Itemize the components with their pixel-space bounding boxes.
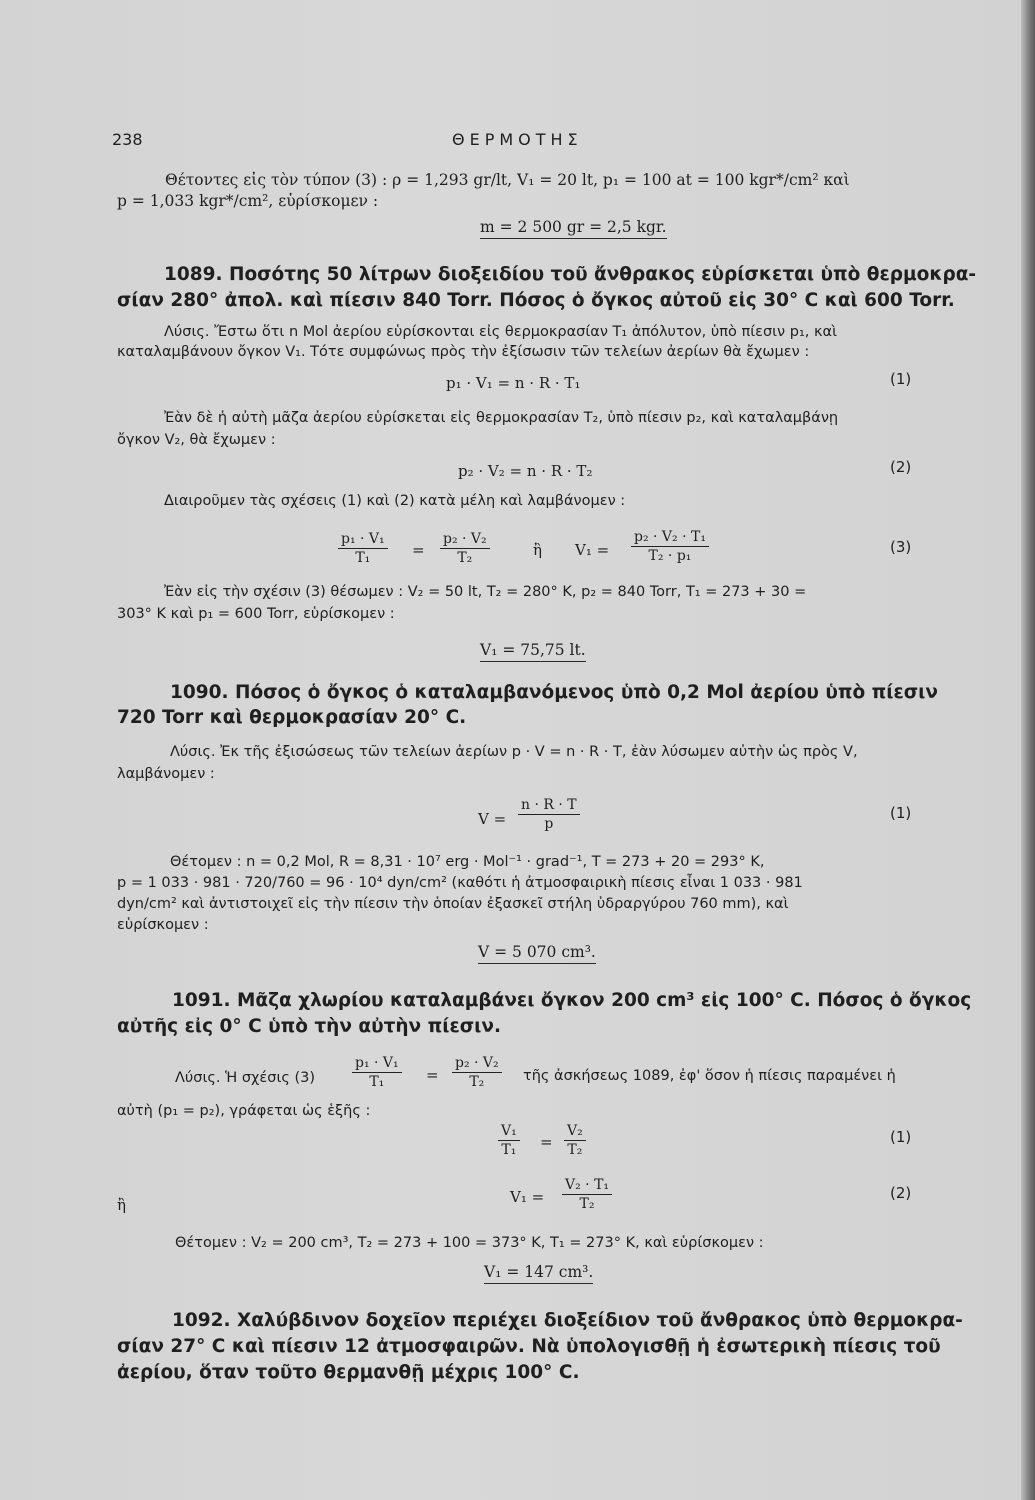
fraction-v1-solution: $\frac{\text{p₂ · V₂ · T₁}}{\text{T₂ · p₁}}$: [631, 528, 709, 565]
fraction-p2v2-t2-b: $\frac{\text{p₂ · V₂}}{\text{T₂}}$: [452, 1054, 502, 1091]
problem-1090-solution-6: εὑρίσκομεν :: [117, 917, 209, 933]
problem-1090-title-1: 1090. Πόσος ὁ ὄγκος ὁ καταλαμβανόμενος ὑπὸ 0,2 Mol ἀερίου ὑπὸ πίεσιν: [170, 682, 938, 703]
equals-sign-2: =: [426, 1066, 439, 1084]
problem-1092-title-1: 1092. Χαλύβδινον δοχεῖον περιέχει διοξείδιον τοῦ ἄνθρακος ὑπὸ θερμοκρα-: [172, 1310, 963, 1331]
equation-1089-1: p₁ · V₁ = n · R · T₁: [446, 374, 581, 392]
problem-1090-solution-4: p = 1 033 · 981 · 720/760 = 96 · 10⁴ dyn/cm² (καθότι ἡ ἀτμοσφαιρικὴ πίεσις εἶναι 1 033 · 981: [117, 875, 803, 891]
intro-result: m = 2 500 gr = 2,5 kgr.: [480, 218, 667, 239]
problem-1092-title-2: σίαν 27° C καὶ πίεσιν 12 ἀτμοσφαιρῶν. Νὰ ὑπολογισθῇ ἡ ἐσωτερικὴ πίεσις τοῦ: [117, 1336, 941, 1357]
equals-sign: =: [412, 541, 425, 559]
problem-1091-solution-1a: Λύσις. Ἡ σχέσις (3): [175, 1070, 316, 1086]
fraction-p1v1-t1: $\frac{\text{p₁ · V₁}}{\text{T₁}}$: [338, 530, 388, 567]
problem-1089-solution-5: Διαιροῦμεν τὰς σχέσεις (1) καὶ (2) κατὰ μέλη καὶ λαμβάνομεν :: [164, 493, 626, 509]
equation-1089-2: p₂ · V₂ = n · R · T₂: [458, 462, 593, 480]
v1-equals-2: V₁ =: [510, 1188, 545, 1206]
problem-1091-solution-2: αὐτὴ (p₁ = p₂), γράφεται ὡς ἑξῆς :: [117, 1103, 371, 1119]
problem-1090-solution-3: Θέτομεν : n = 0,2 Mol, R = 8,31 · 10⁷ erg · Mol⁻¹ · grad⁻¹, T = 273 + 20 = 293° K,: [170, 854, 765, 870]
problem-1090-solution-5: dyn/cm² καὶ ἀντιστοιχεῖ εἰς τὴν πίεσιν τὴν ὁποίαν ἐξασκεῖ στήλη ὑδραργύρου 760 mm), καὶ: [117, 896, 789, 912]
problem-1091-solution-3: Θέτομεν : V₂ = 200 cm³, T₂ = 273 + 100 = 373° K, T₁ = 273° K, καὶ εὑρίσκομεν :: [175, 1235, 764, 1251]
v-equals: V =: [478, 810, 507, 828]
problem-1089-solution-1: Λύσις. Ἔστω ὅτι n Mol ἀερίου εὑρίσκονται εἰς θερμοκρασίαν T₁ ἀπόλυτον, ὑπὸ πίεσιν p₁, καὶ: [164, 324, 837, 340]
running-header: ΘΕΡΜΟΤΗΣ: [452, 130, 583, 149]
problem-1091-title-2: αὐτῆς εἰς 0° C ὑπὸ τὴν αὐτὴν πίεσιν.: [117, 1016, 501, 1037]
problem-1089-solution-3: Ἐὰν δὲ ἡ αὐτὴ μᾶζα ἀερίου εὑρίσκεται εἰς θερμοκρασίαν T₂, ὑπὸ πίεσιν p₂, καὶ καταλαμβάνῃ: [164, 410, 839, 426]
problem-1091-result: V₁ = 147 cm³.: [484, 1263, 593, 1284]
problem-1089-solution-7: 303° K καὶ p₁ = 600 Torr, εὑρίσκομεν :: [117, 606, 395, 622]
problem-1091-title-1: 1091. Μᾶζα χλωρίου καταλαμβάνει ὄγκον 200 cm³ εἰς 100° C. Πόσος ὁ ὄγκος: [172, 990, 972, 1011]
fraction-v2-t2: $\frac{\text{V₂}}{\text{T₂}}$: [564, 1122, 586, 1159]
equation-1090-1-tag: (1): [890, 804, 912, 822]
equation-1089-3-tag: (3): [890, 538, 912, 556]
problem-1090-title-2: 720 Torr καὶ θερμοκρασίαν 20° C.: [117, 707, 467, 728]
or-word: ἢ: [533, 541, 542, 559]
problem-1089-solution-2: καταλαμβάνουν ὄγκον V₁. Τότε συμφώνως πρὸς τὴν ἐξίσωσιν τῶν τελείων ἀερίων θὰ ἔχωμεν :: [117, 344, 810, 360]
or-word-2: ἢ: [117, 1196, 126, 1214]
problem-1089-title-1: 1089. Ποσότης 50 λίτρων διοξειδίου τοῦ ἄνθρακος εὑρίσκεται ὑπὸ θερμοκρα-: [164, 264, 977, 285]
problem-1089-title-2: σίαν 280° ἀπολ. καὶ πίεσιν 840 Torr. Πόσος ὁ ὄγκος αὐτοῦ εἰς 30° C καὶ 600 Torr.: [117, 290, 955, 311]
problem-1089-solution-4: ὄγκον V₂, θὰ ἔχωμεν :: [117, 432, 276, 448]
problem-1091-solution-1b: τῆς ἀσκήσεως 1089, ἐφ' ὅσον ἡ πίεσις παραμένει ἡ: [523, 1068, 896, 1084]
fraction-v1-t1: $\frac{\text{V₁}}{\text{T₁}}$: [498, 1122, 520, 1159]
page-edge-shadow: [1021, 0, 1035, 1500]
equation-1089-1-tag: (1): [890, 370, 912, 388]
equation-1091-2-tag: (2): [890, 1184, 912, 1202]
problem-1090-result: V = 5 070 cm³.: [478, 943, 596, 964]
fraction-v2t1-t2: $\frac{\text{V₂ · T₁}}{\text{T₂}}$: [562, 1176, 612, 1213]
intro-line-1: Θέτοντες εἰς τὸν τύπον (3) : ρ = 1,293 gr/lt, V₁ = 20 lt, p₁ = 100 at = 100 kgr*/cm² καὶ: [165, 171, 850, 189]
fraction-p2v2-t2: $\frac{\text{p₂ · V₂}}{\text{T₂}}$: [440, 530, 490, 567]
equation-1089-2-tag: (2): [890, 458, 912, 476]
v1-equals: V₁ =: [575, 541, 610, 559]
equals-sign-3: =: [540, 1133, 553, 1151]
problem-1089-solution-6: Ἐὰν εἰς τὴν σχέσιν (3) θέσωμεν : V₂ = 50 lt, T₂ = 280° K, p₂ = 840 Torr, T₁ = 273 + 30 =: [164, 584, 807, 600]
problem-1090-solution-1: Λύσις. Ἐκ τῆς ἐξισώσεως τῶν τελείων ἀερίων p · V = n · R · T, ἐὰν λύσωμεν αὐτὴν ὡς πρὸς V,: [170, 744, 858, 760]
intro-line-2: p = 1,033 kgr*/cm², εὑρίσκομεν :: [117, 192, 379, 210]
problem-1089-result: V₁ = 75,75 lt.: [480, 641, 586, 662]
equation-1091-1-tag: (1): [890, 1128, 912, 1146]
problem-1092-title-3: ἀερίου, ὅταν τοῦτο θερμανθῇ μέχρις 100° C.: [117, 1362, 580, 1383]
problem-1090-solution-2: λαμβάνομεν :: [117, 766, 215, 782]
page-number: 238: [112, 130, 143, 149]
fraction-nrt-p: $\frac{n \cdot R \cdot T}{p}$: [518, 796, 580, 833]
fraction-p1v1-t1-b: $\frac{\text{p₁ · V₁}}{\text{T₁}}$: [352, 1054, 402, 1091]
